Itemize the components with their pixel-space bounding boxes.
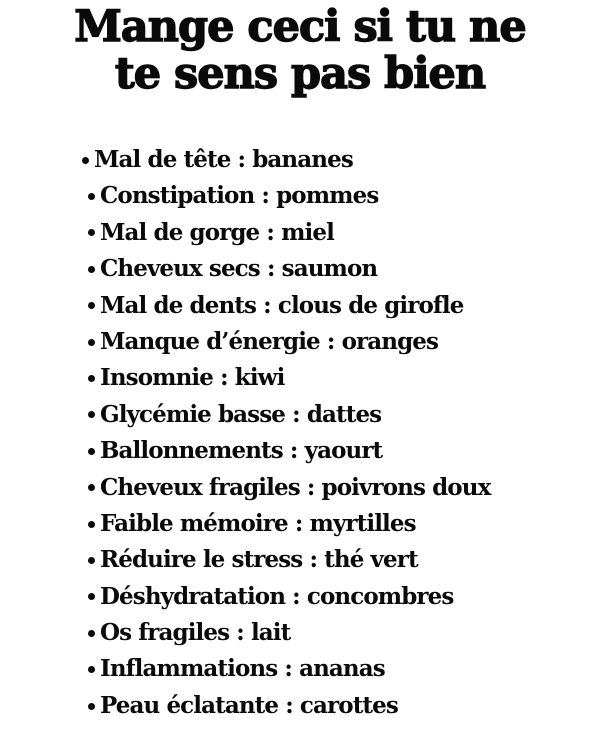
- list-item: [88, 251, 490, 287]
- list-item-label: Insomnie : kiwi: [100, 364, 285, 392]
- bullet-icon: [88, 302, 95, 309]
- list-item-label: Constipation : pommes: [100, 182, 379, 210]
- bullet-icon: [88, 557, 95, 564]
- page-title: [0, 4, 600, 98]
- list-item: [88, 433, 490, 469]
- list-item-label: Glycémie basse : dattes: [100, 400, 382, 428]
- list-item-label: Manque d’énergie : oranges: [100, 327, 439, 355]
- list-item-label: Cheveux secs : saumon: [100, 255, 378, 283]
- list-item-label: Peau éclatante : carottes: [100, 691, 398, 719]
- list-item-label: Déshydratation : concombres: [100, 582, 454, 610]
- bullet-icon: [88, 193, 95, 200]
- bullet-icon: [88, 666, 95, 673]
- list-item: [88, 615, 490, 651]
- bullet-icon: [88, 229, 95, 236]
- bullet-icon: [88, 448, 95, 455]
- bullet-icon: [88, 593, 95, 600]
- bullet-icon: [88, 484, 95, 491]
- bullet-icon: [88, 521, 95, 528]
- list-item: [88, 651, 490, 687]
- bullet-icon: [88, 375, 95, 382]
- title-line-1: Mange ceci si tu ne: [74, 2, 526, 52]
- list-item-label: Mal de dents : clous de girofle: [100, 291, 464, 319]
- title-line-2: te sens pas bien: [114, 49, 486, 99]
- bullet-icon: [82, 157, 89, 164]
- list-item-label: Inflammations : ananas: [100, 655, 385, 683]
- list-item-label: Mal de gorge : miel: [100, 218, 334, 246]
- bullet-icon: [88, 703, 95, 710]
- list-item-label: Réduire le stress : thé vert: [100, 546, 418, 574]
- list-item: [88, 360, 490, 396]
- list-item: [88, 688, 490, 724]
- bullet-icon: [88, 411, 95, 418]
- list-item: [82, 142, 490, 178]
- list-item: [88, 506, 490, 542]
- list-item-label: Mal de tête : bananes: [94, 146, 353, 173]
- list-item-label: Faible mémoire : myrtilles: [100, 509, 416, 537]
- bullet-icon: [88, 339, 95, 346]
- list-item: [88, 542, 490, 578]
- list-item: [88, 288, 490, 324]
- list-item: [88, 215, 490, 251]
- list-item: [88, 324, 490, 360]
- list-item: [88, 470, 490, 506]
- list-item: [88, 178, 490, 214]
- list-item-label: Ballonnements : yaourt: [100, 437, 383, 465]
- list-item-label: Os fragiles : lait: [100, 619, 291, 647]
- list-item: [88, 397, 490, 433]
- list-item-label: Cheveux fragiles : poivrons doux: [100, 473, 491, 501]
- list-item: [88, 579, 490, 615]
- bullet-icon: [88, 630, 95, 637]
- bullet-icon: [88, 266, 95, 273]
- remedy-list: [88, 142, 490, 724]
